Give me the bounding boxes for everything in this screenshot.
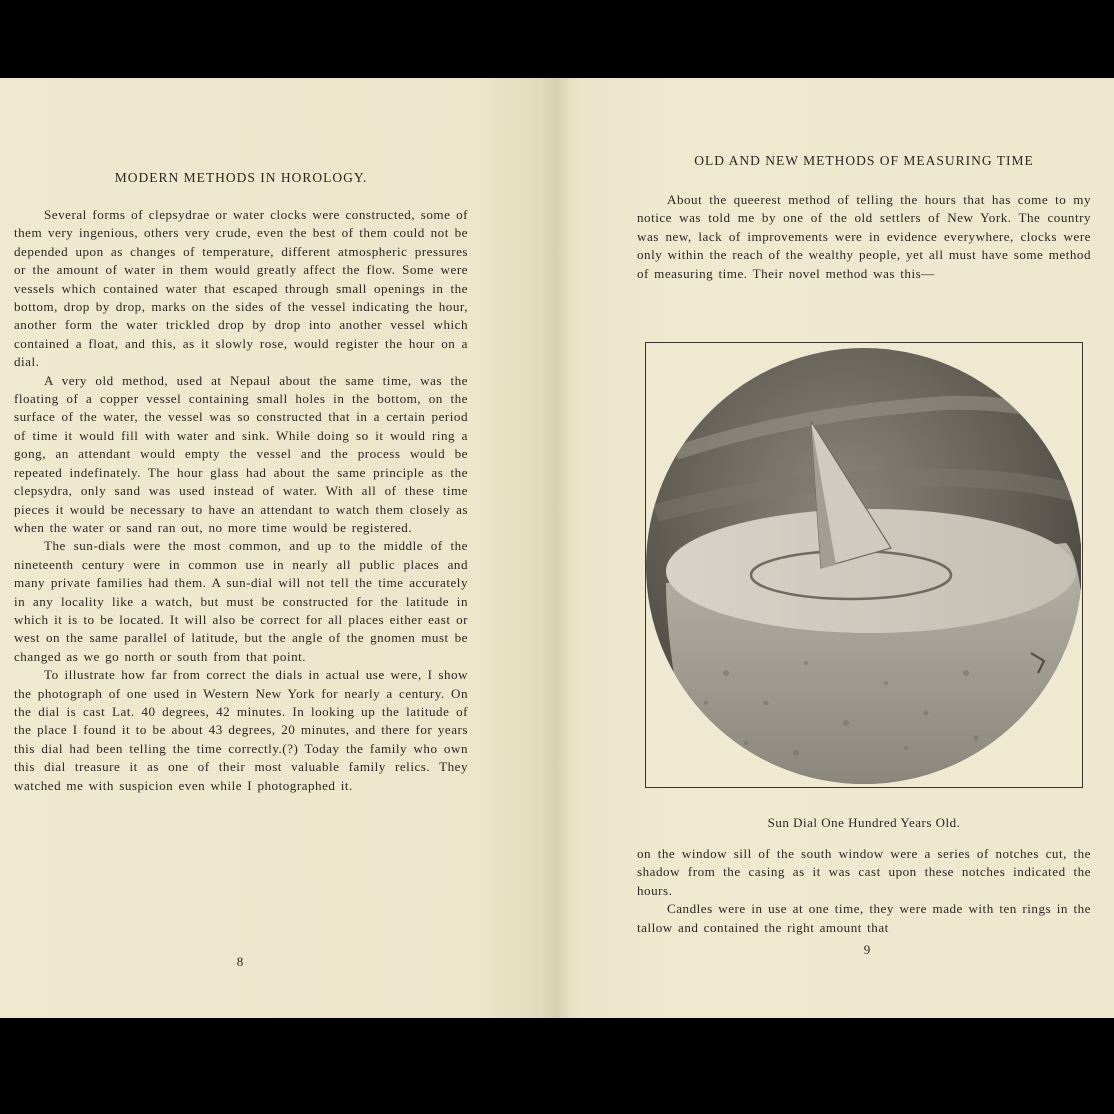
left-body-text [14,206,468,795]
left-running-head: MODERN METHODS IN HOROLOGY. [114,170,368,185]
figure-caption: Sun Dial One Hundred Years Old. [767,815,961,830]
sun-dial-image [646,343,1081,786]
right-body-text-bottom [637,845,1091,937]
right-running-head: OLD AND NEW METHODS OF MEASURING TIME [694,153,1034,168]
right-page [557,78,1114,1018]
left-page [0,78,557,1018]
right-page-number: 9 [863,942,871,957]
open-book [0,78,1114,1018]
paragraph: About the queerest method of telling the hours that has come to my notice was told me by one of the old settlers of New York. The country was new, lack of improvements were in evidence everywhere, clocks were only within the reach of the wealthy people, yet all must have some method of measuring time. Their novel method was this— [637,192,1091,281]
right-body-text-top [637,191,1091,283]
paragraph: The sun-dials were the most common, and up to the middle of the nineteenth century were in common use in nearly all public places and many private families had them. A sun-dial will not tell the time accurately in any locality like a watch, but must be constructed for the latitude in which it is to be located. It will also be correct for all places either east or west on the same parallel of latitude, but the angle of the gnomen must be changed as we go north or south from that point. [14,538,468,664]
sun-dial-photograph [645,342,1083,788]
paragraph: Several forms of clepsydrae or water clocks were constructed, some of them very ingenious, others very crude, even the best of them could not be depended upon as changes of temperature, different atmospheric pressures or the amount of water in them would greatly affect the flow. Some were vessels which contained water that escaped through small openings in the bottom, drop by drop, marks on the sides of the vessel indicating the hour, another form the water trickled drop by drop into another vessel which contained a float, and this, as it slowly rose, would register the hour on a dial. [14,207,468,370]
left-page-number: 8 [236,954,244,969]
paragraph: A very old method, used at Nepaul about the same time, was the floating of a copper vessel containing small holes in the bottom, on the surface of the water, the vessel was so constructed that in a certain period of time it would fill with water and sink. While doing so it would ring a gong, an attendant would empty the vessel and the process would be repeated indefinately. The hour glass had about the same principle as the clepsydra, only sand was used instead of water. With all of these time pieces it would be necessary to have an attendant to watch them closely as when the water or sand ran out, no more time would be registered. [14,372,468,535]
paragraph: To illustrate how far from correct the dials in actual use were, I show the photograph of one used in Western New York for nearly a century. On the dial is cast Lat. 40 degrees, 42 minutes. In looking up the latitude of the place I found it to be about 43 degrees, 20 minutes, and there for years this dial had been telling the time correctly.(?) Today the family who own this dial treasure it as one of their most valuable family relics. They watched me with suspicion even while I photographed it. [14,667,468,793]
paragraph: Candles were in use at one time, they were made with ten rings in the tallow and contained the right amount that [637,901,1091,935]
paragraph: on the window sill of the south window were a series of notches cut, the shadow from the casing as it was cast upon these notches indicated the hours. [637,846,1091,898]
